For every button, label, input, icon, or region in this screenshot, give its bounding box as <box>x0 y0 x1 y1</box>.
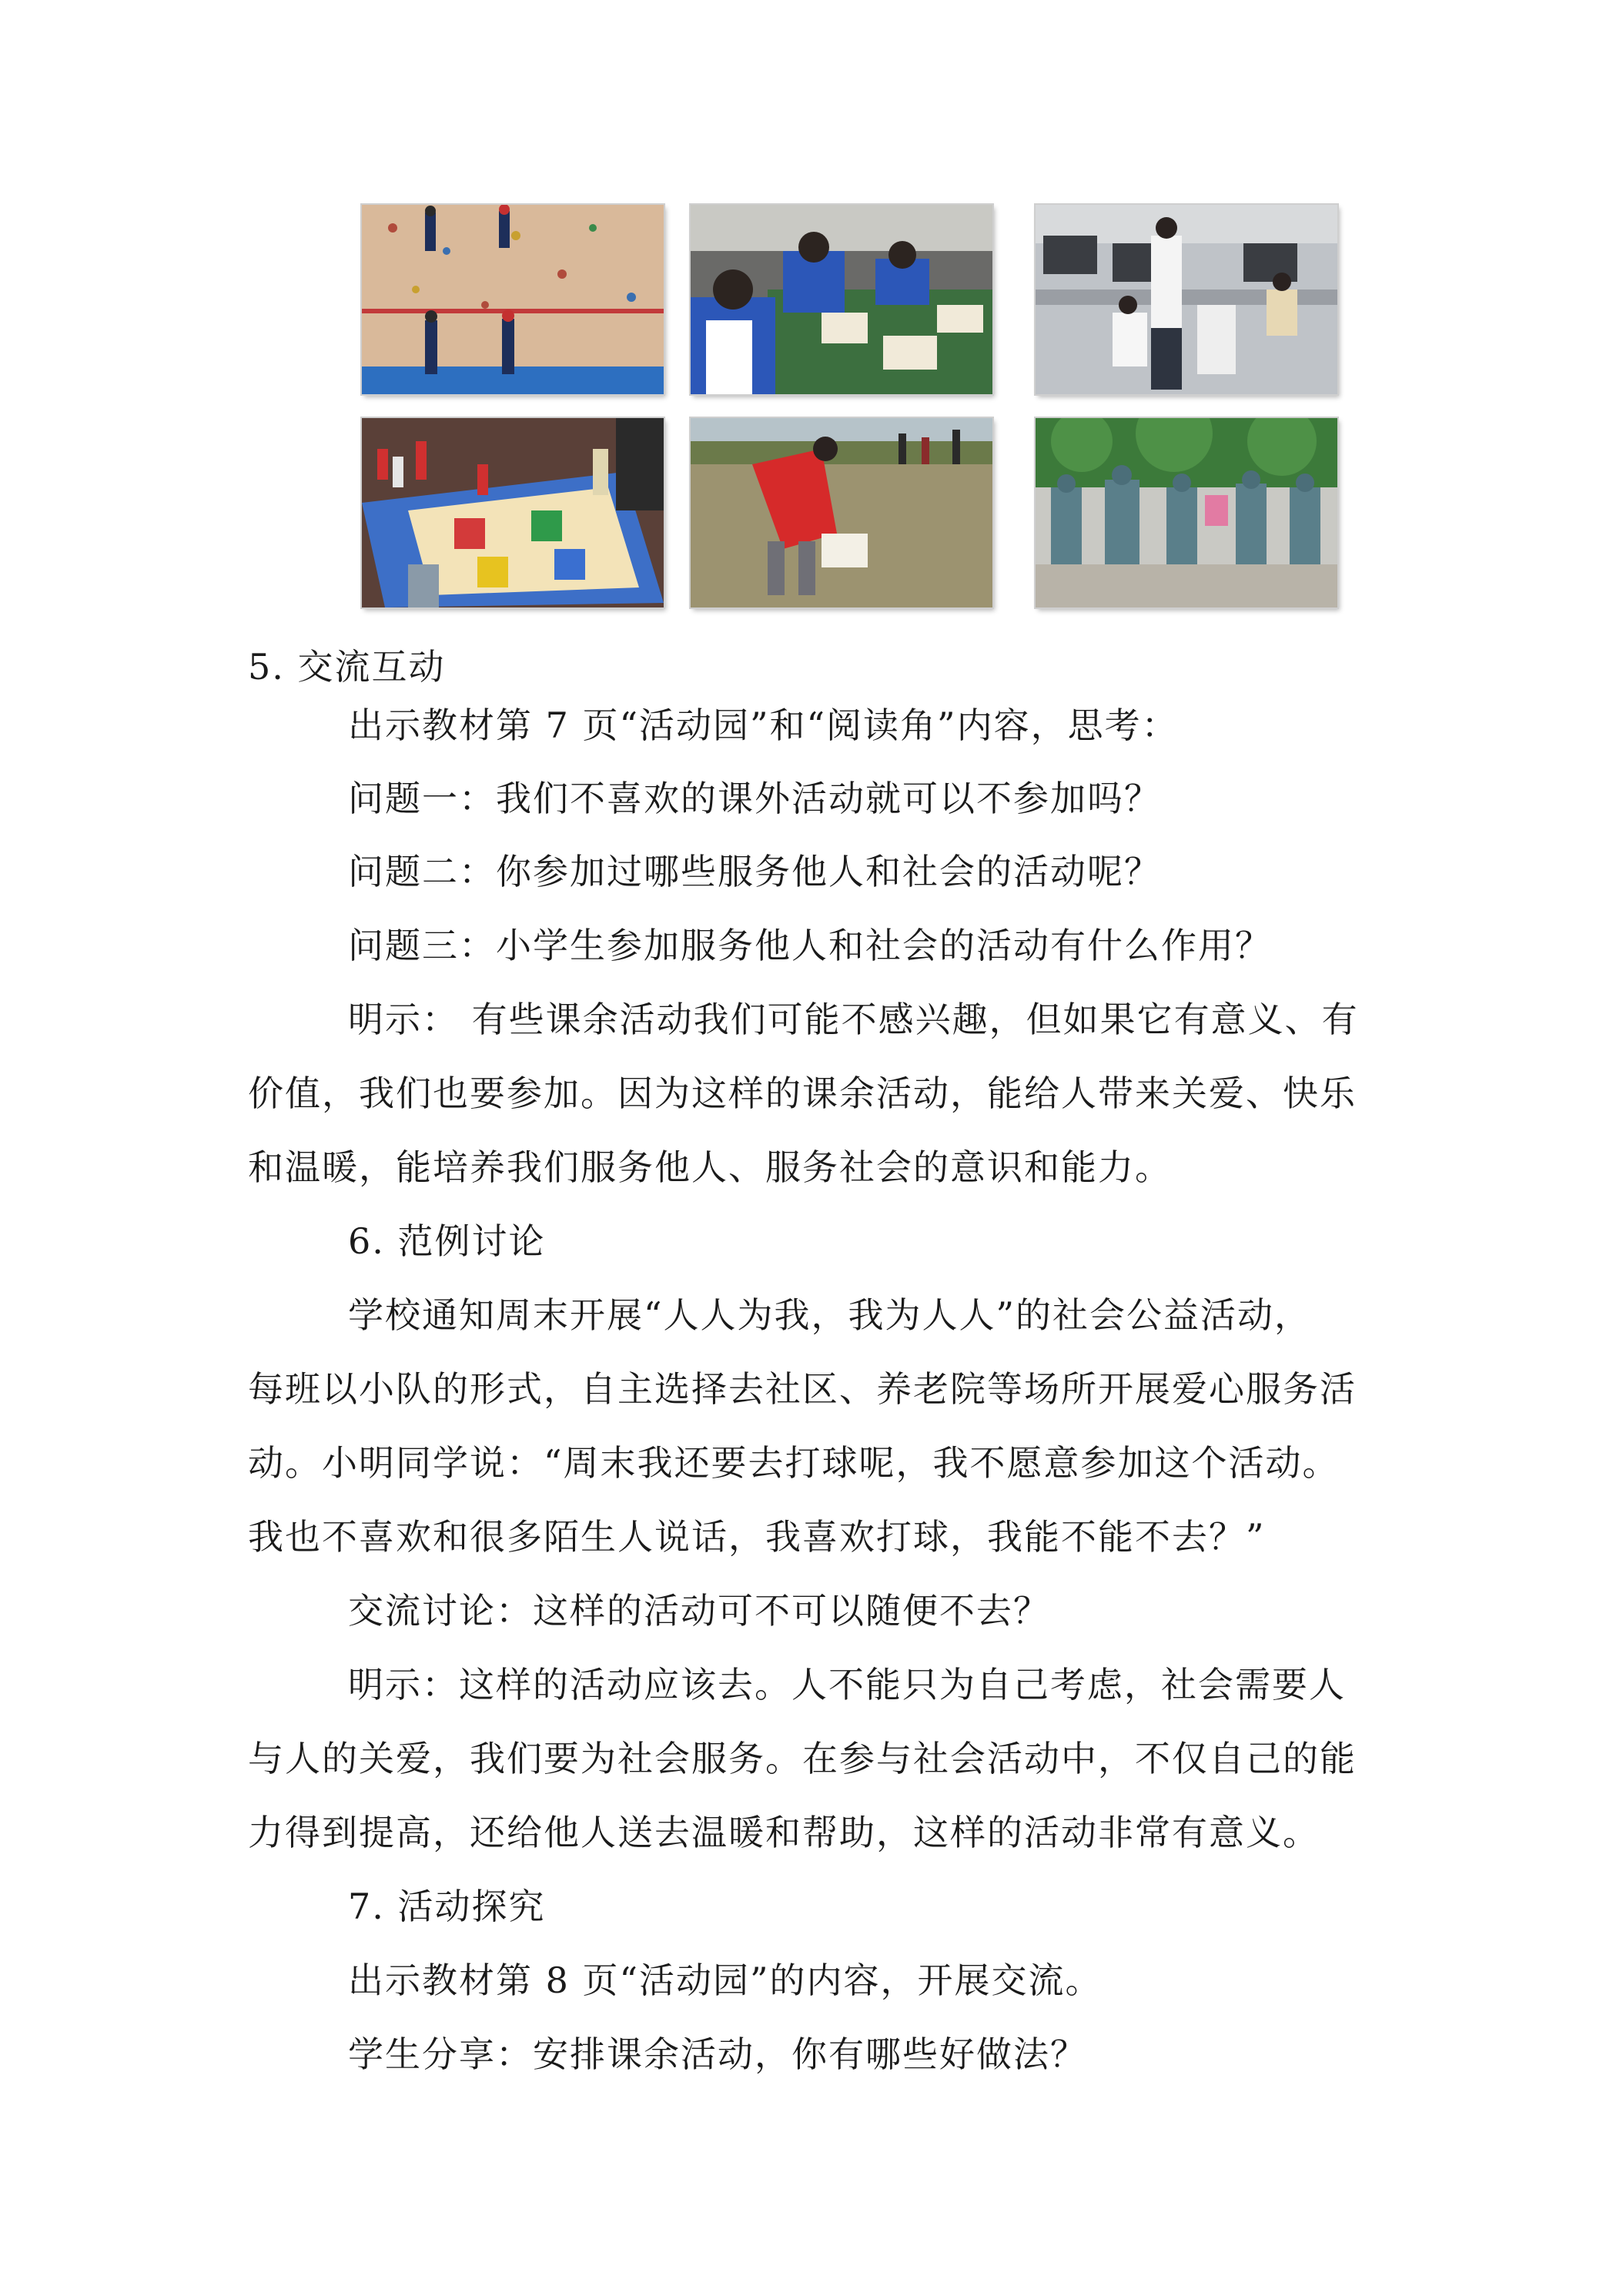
section6-answer-line: 明示：这样的活动应该去。人不能只为自己考虑，社会需要人 <box>348 1664 1346 1705</box>
section6-answer-line: 与人的关爱，我们要为社会服务。在参与社会活动中，不仅自己的能 <box>248 1738 1357 1779</box>
military-drill-photo <box>1036 418 1337 607</box>
section6-story-line: 动。小明同学说：“周末我还要去打球呢，我不愿意参加这个活动。 <box>248 1442 1340 1484</box>
litter-pickup-photo <box>691 418 992 607</box>
section5-intro: 出示教材第 7 页“活动园”和“阅读角”内容，思考： <box>348 705 1179 746</box>
section6-heading: 6. 范例讨论 <box>348 1220 546 1262</box>
section6-story-line: 每班以小队的形式，自主选择去社区、养老院等场所开展爱心服务活 <box>248 1368 1357 1410</box>
section7-intro: 出示教材第 8 页“活动园”的内容，开展交流。 <box>348 1960 1103 2001</box>
section5-heading: 5. 交流互动 <box>248 646 446 688</box>
section7-heading: 7. 活动探究 <box>348 1886 546 1927</box>
section5-answer-line: 明示： 有些课余活动我们可能不感兴趣，但如果它有意义、有 <box>348 999 1359 1040</box>
computer-lab-photo <box>1036 205 1337 394</box>
section7-share: 学生分享：安排课余活动，你有哪些好做法？ <box>348 2033 1087 2075</box>
section6-story-line: 我也不喜欢和很多陌生人说话，我喜欢打球，我能不能不去？” <box>248 1516 1266 1558</box>
question-two: 问题二：你参加过哪些服务他人和社会的活动呢？ <box>348 851 1161 892</box>
section5-answer-line: 和温暖，能培养我们服务他人、服务社会的意识和能力。 <box>248 1146 1172 1188</box>
section5-answer-line: 价值，我们也要参加。因为这样的课余活动，能给人带来关爱、快乐 <box>248 1073 1357 1114</box>
section6-story-line: 学校通知周末开展“人人为我，我为人人”的社会公益活动， <box>348 1294 1312 1336</box>
calligraphy-class-photo <box>691 205 992 394</box>
section6-discussion: 交流讨论：这样的活动可不可以随便不去？ <box>348 1590 1050 1632</box>
board-game-photo <box>362 418 664 607</box>
climbing-wall-photo <box>362 205 664 394</box>
section6-answer-line: 力得到提高，还给他人送去温暖和帮助，这样的活动非常有意义。 <box>248 1812 1320 1853</box>
question-three: 问题三：小学生参加服务他人和社会的活动有什么作用？ <box>348 925 1272 966</box>
question-one: 问题一：我们不喜欢的课外活动就可以不参加吗？ <box>348 778 1161 819</box>
